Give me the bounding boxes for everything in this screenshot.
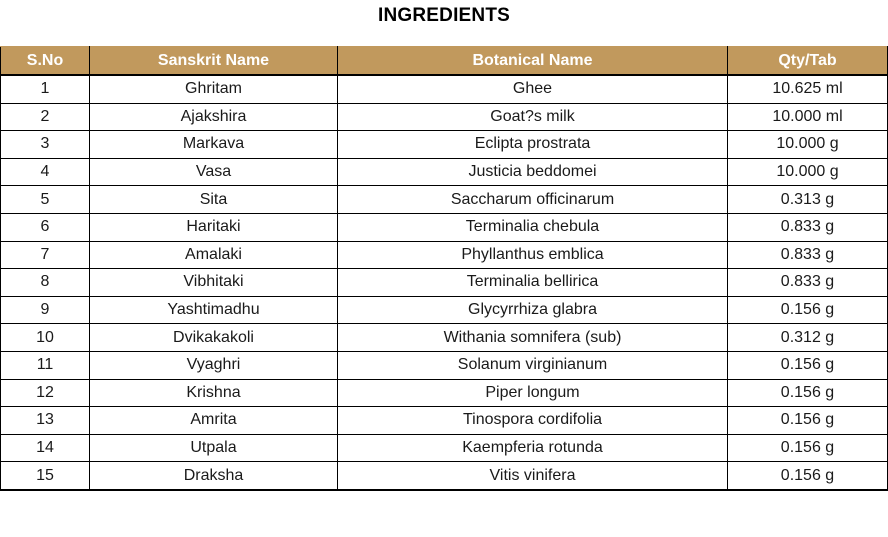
table-row	[1, 462, 888, 490]
cell-botanical-name: Piper longum	[338, 379, 728, 407]
cell-sanskrit-name: Ghritam	[90, 75, 338, 103]
header-sanskrit-name: Sanskrit Name	[90, 47, 338, 76]
cell-sno: 11	[1, 351, 90, 379]
table-row	[1, 213, 888, 241]
cell-sanskrit-name: Vasa	[90, 158, 338, 186]
ingredients-table	[0, 46, 888, 491]
cell-botanical-name: Terminalia chebula	[338, 213, 728, 241]
cell-qty-tab: 0.156 g	[728, 462, 888, 490]
cell-sno: 4	[1, 158, 90, 186]
table-row	[1, 296, 888, 324]
cell-qty-tab: 0.156 g	[728, 351, 888, 379]
cell-sno: 1	[1, 75, 90, 103]
cell-botanical-name: Eclipta prostrata	[338, 131, 728, 159]
header-sno: S.No	[1, 47, 90, 76]
cell-sanskrit-name: Vibhitaki	[90, 269, 338, 297]
table-body	[1, 75, 888, 490]
table-row	[1, 269, 888, 297]
cell-sno: 3	[1, 131, 90, 159]
cell-qty-tab: 0.312 g	[728, 324, 888, 352]
cell-botanical-name: Terminalia bellirica	[338, 269, 728, 297]
cell-qty-tab: 0.313 g	[728, 186, 888, 214]
cell-botanical-name: Ghee	[338, 75, 728, 103]
table-row	[1, 158, 888, 186]
cell-sanskrit-name: Draksha	[90, 462, 338, 490]
cell-sno: 2	[1, 103, 90, 131]
header-row	[1, 47, 888, 76]
cell-sanskrit-name: Sita	[90, 186, 338, 214]
cell-qty-tab: 0.156 g	[728, 379, 888, 407]
cell-sanskrit-name: Vyaghri	[90, 351, 338, 379]
table-row	[1, 241, 888, 269]
cell-qty-tab: 10.000 ml	[728, 103, 888, 131]
table-row	[1, 407, 888, 435]
cell-botanical-name: Kaempferia rotunda	[338, 434, 728, 462]
cell-qty-tab: 10.000 g	[728, 131, 888, 159]
cell-sno: 8	[1, 269, 90, 297]
table-row	[1, 186, 888, 214]
table-row	[1, 75, 888, 103]
cell-sanskrit-name: Ajakshira	[90, 103, 338, 131]
cell-botanical-name: Withania somnifera (sub)	[338, 324, 728, 352]
cell-sno: 14	[1, 434, 90, 462]
cell-sno: 15	[1, 462, 90, 490]
cell-qty-tab: 0.156 g	[728, 434, 888, 462]
cell-sanskrit-name: Utpala	[90, 434, 338, 462]
cell-qty-tab: 0.156 g	[728, 407, 888, 435]
cell-sno: 12	[1, 379, 90, 407]
cell-sno: 9	[1, 296, 90, 324]
table-header	[1, 47, 888, 76]
cell-botanical-name: Phyllanthus emblica	[338, 241, 728, 269]
cell-sanskrit-name: Markava	[90, 131, 338, 159]
cell-botanical-name: Goat?s milk	[338, 103, 728, 131]
table-row	[1, 103, 888, 131]
header-qty-tab: Qty/Tab	[728, 47, 888, 76]
cell-sanskrit-name: Amrita	[90, 407, 338, 435]
cell-botanical-name: Tinospora cordifolia	[338, 407, 728, 435]
cell-botanical-name: Solanum virginianum	[338, 351, 728, 379]
table-row	[1, 434, 888, 462]
cell-sanskrit-name: Amalaki	[90, 241, 338, 269]
cell-botanical-name: Justicia beddomei	[338, 158, 728, 186]
cell-sno: 5	[1, 186, 90, 214]
cell-sanskrit-name: Haritaki	[90, 213, 338, 241]
cell-qty-tab: 10.000 g	[728, 158, 888, 186]
page-title: INGREDIENTS	[377, 5, 511, 26]
table-row	[1, 131, 888, 159]
table-row	[1, 379, 888, 407]
cell-botanical-name: Glycyrrhiza glabra	[338, 296, 728, 324]
table-row	[1, 351, 888, 379]
table-row	[1, 324, 888, 352]
cell-sno: 10	[1, 324, 90, 352]
cell-sanskrit-name: Yashtimadhu	[90, 296, 338, 324]
cell-botanical-name: Vitis vinifera	[338, 462, 728, 490]
cell-sanskrit-name: Dvikakakoli	[90, 324, 338, 352]
cell-botanical-name: Saccharum officinarum	[338, 186, 728, 214]
cell-qty-tab: 0.833 g	[728, 213, 888, 241]
cell-qty-tab: 10.625 ml	[728, 75, 888, 103]
cell-sno: 6	[1, 213, 90, 241]
cell-qty-tab: 0.156 g	[728, 296, 888, 324]
cell-sno: 7	[1, 241, 90, 269]
cell-sno: 13	[1, 407, 90, 435]
cell-qty-tab: 0.833 g	[728, 241, 888, 269]
cell-qty-tab: 0.833 g	[728, 269, 888, 297]
header-botanical-name: Botanical Name	[338, 47, 728, 76]
cell-sanskrit-name: Krishna	[90, 379, 338, 407]
